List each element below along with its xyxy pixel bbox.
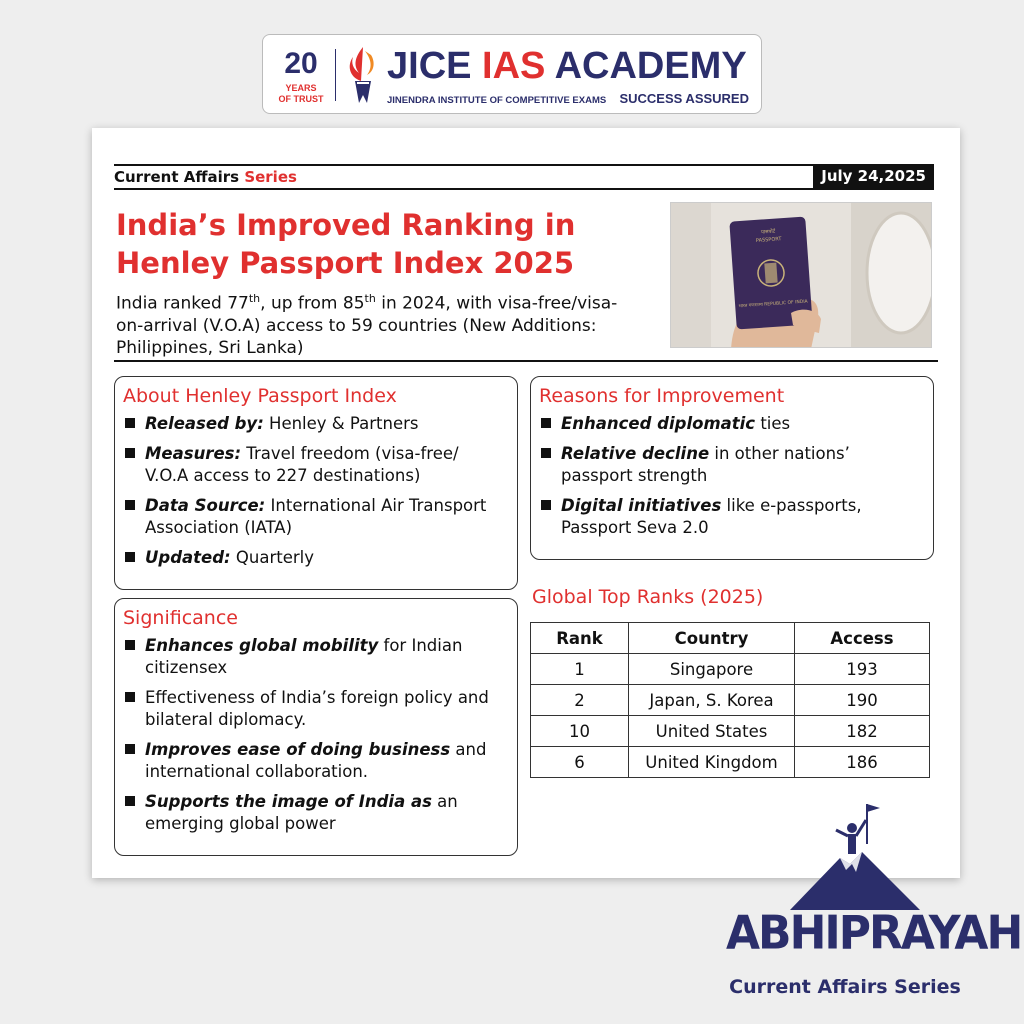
- bullet-icon: [541, 448, 553, 460]
- summary-part-a: India ranked 77: [116, 293, 249, 314]
- list-item: [123, 739, 507, 783]
- item-text: in other nations’ passport strength: [561, 444, 850, 485]
- summary-part-b: , up from 85: [260, 293, 365, 314]
- series-label: [114, 168, 297, 186]
- list-item: [123, 635, 507, 679]
- item-bold: Data Source:: [145, 496, 266, 515]
- cell-country: United States: [629, 716, 795, 747]
- bullet-icon: [125, 640, 137, 652]
- cell-rank: 6: [531, 747, 629, 778]
- cell-access: 190: [795, 685, 930, 716]
- item-bold: Improves ease of doing business: [145, 740, 451, 759]
- item-bold: Digital initiatives: [561, 496, 722, 515]
- item-bold: Supports the image of India as: [145, 792, 432, 811]
- item-text: for Indian citizensex: [145, 636, 463, 677]
- cell-country: Singapore: [629, 654, 795, 685]
- academy-logo: [262, 34, 762, 114]
- significance-section: [114, 598, 518, 856]
- brand-academy: ACADEMY: [554, 45, 747, 87]
- cell-rank: 1: [531, 654, 629, 685]
- cell-country: United Kingdom: [629, 747, 795, 778]
- page-title: [116, 206, 656, 282]
- passport-bottom-text: भारत गणराज्य REPUBLIC OF INDIA: [738, 299, 808, 310]
- item-text: an emerging global power: [145, 792, 458, 833]
- table-header-row: [531, 623, 930, 654]
- headline-summary: [116, 288, 636, 359]
- table-row: [531, 685, 930, 716]
- header-access: Access: [795, 623, 930, 654]
- item-text: ties: [755, 414, 791, 433]
- list-item: [123, 413, 507, 435]
- brand-subtitle: JINENDRA INSTITUTE OF COMPETITIVE EXAMS: [387, 95, 607, 106]
- passport-photo: [670, 202, 932, 348]
- section-divider: [114, 360, 938, 362]
- brand-jice: JICE: [387, 45, 472, 87]
- bullet-icon: [125, 500, 137, 512]
- table-row: [531, 747, 930, 778]
- bullet-icon: [541, 500, 553, 512]
- ranks-table: [530, 622, 930, 778]
- item-bold: Relative decline: [561, 444, 710, 463]
- table-row: [531, 716, 930, 747]
- series-label-text: Current Affairs: [114, 168, 240, 186]
- series-bar: [114, 164, 934, 190]
- bullet-icon: [125, 552, 137, 564]
- torch-icon: [341, 43, 385, 107]
- item-text: Henley & Partners: [263, 414, 419, 433]
- title-line-1: India’s Improved Ranking in: [116, 208, 576, 242]
- about-list: [115, 413, 517, 569]
- item-text: Quarterly: [230, 548, 314, 567]
- table-row: [531, 654, 930, 685]
- about-title: About Henley Passport Index: [123, 385, 397, 407]
- bullet-icon: [541, 418, 553, 430]
- bullet-icon: [125, 692, 137, 704]
- cell-access: 186: [795, 747, 930, 778]
- abhiprayah-wordmark: ABHIPRAYAH: [726, 906, 1022, 961]
- list-item: [539, 413, 923, 435]
- series-label-red: Series: [244, 168, 297, 186]
- brand-ias: IAS: [482, 45, 546, 87]
- header-country: Country: [629, 623, 795, 654]
- reasons-title: Reasons for Improvement: [539, 385, 785, 407]
- passport-top-text: पासपोर्ट: [760, 228, 776, 236]
- item-bold: Enhances global mobility: [145, 636, 379, 655]
- significance-title: Significance: [123, 607, 238, 629]
- item-text: Travel freedom (visa-free/ V.O.A access to 227 destinations): [145, 444, 459, 485]
- cell-access: 182: [795, 716, 930, 747]
- passport-illustration: [671, 203, 932, 348]
- significance-list: [115, 635, 517, 835]
- item-text: and international collaboration.: [145, 740, 487, 781]
- item-bold: Enhanced diplomatic: [561, 414, 756, 433]
- cell-rank: 2: [531, 685, 629, 716]
- logo-divider: [335, 49, 336, 101]
- list-item: [123, 687, 507, 731]
- date-badge: July 24,2025: [813, 164, 934, 190]
- bullet-icon: [125, 796, 137, 808]
- reasons-list: [531, 413, 933, 539]
- about-section: [114, 376, 518, 590]
- years-caption-line1: YEARS: [285, 83, 317, 93]
- title-line-2: Henley Passport Index 2025: [116, 246, 575, 280]
- bullet-icon: [125, 448, 137, 460]
- reasons-section: [530, 376, 934, 560]
- item-bold: Updated:: [145, 548, 231, 567]
- list-item: [539, 443, 923, 487]
- passport-label-text: PASSPORT: [755, 236, 782, 244]
- list-item: [539, 495, 923, 539]
- item-bold: Measures:: [145, 444, 242, 463]
- summary-sup-a: th: [248, 292, 261, 305]
- list-item: [123, 443, 507, 487]
- years-caption-line2: OF TRUST: [278, 94, 324, 104]
- cell-access: 193: [795, 654, 930, 685]
- brand-name: [387, 45, 747, 88]
- summary-part-c: in 2024, with visa-free/visa-on-arrival (V.O.A) access to 59 countries (New Additions: Philippines, Sri Lanka): [116, 293, 618, 358]
- brand-tagline: SUCCESS ASSURED: [619, 91, 749, 106]
- list-item: [123, 495, 507, 539]
- item-text: Effectiveness of India’s foreign policy and bilateral diplomacy.: [145, 688, 489, 729]
- bullet-icon: [125, 418, 137, 430]
- years-caption: [271, 83, 331, 105]
- item-bold: Released by:: [145, 414, 264, 433]
- item-text: International Air Transport Association (IATA): [145, 496, 487, 537]
- bullet-icon: [125, 744, 137, 756]
- mountain-flag-icon: [790, 800, 920, 910]
- abhiprayah-subtitle: Current Affairs Series: [729, 976, 961, 998]
- list-item: [123, 791, 507, 835]
- cell-country: Japan, S. Korea: [629, 685, 795, 716]
- header-rank: Rank: [531, 623, 629, 654]
- item-text: like e-passports, Passport Seva 2.0: [561, 496, 862, 537]
- ranks-title: Global Top Ranks (2025): [532, 586, 764, 608]
- content-card: [92, 128, 960, 878]
- cell-rank: 10: [531, 716, 629, 747]
- years-number: 20: [284, 47, 318, 80]
- list-item: [123, 547, 507, 569]
- summary-sup-b: th: [364, 292, 376, 305]
